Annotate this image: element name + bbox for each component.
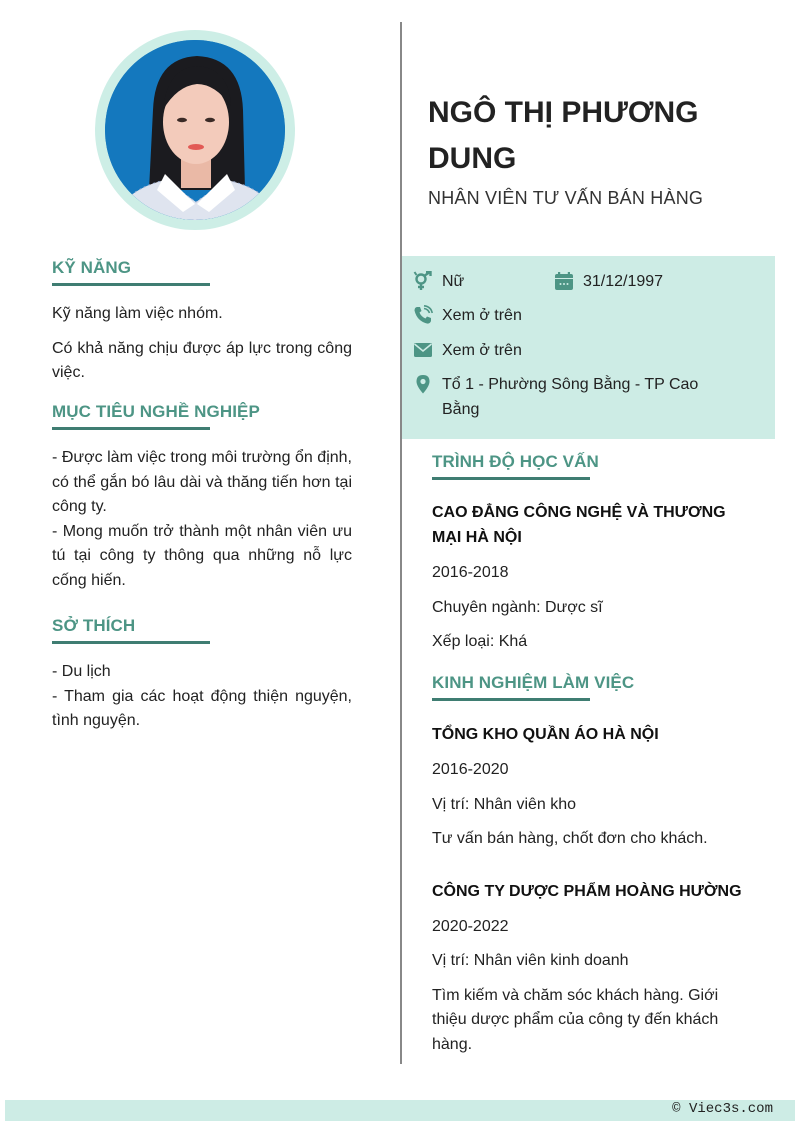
education-period: 2016-2018 <box>432 564 509 581</box>
education-grade: Xếp loại: Khá <box>432 633 528 650</box>
objective-section <box>52 402 352 593</box>
job-company: CÔNG TY DƯỢC PHẨM HOÀNG HƯỜNG <box>432 882 742 900</box>
contact-address <box>412 373 732 422</box>
objective-title-underline <box>52 427 210 430</box>
contact-email <box>412 339 522 364</box>
candidate-title: NHÂN VIÊN TƯ VẤN BÁN HÀNG <box>428 188 704 208</box>
footer-copyright: © Viec3s.com <box>672 1101 773 1117</box>
phone-icon <box>412 304 434 326</box>
skill-item: Có khả năng chịu được áp lực trong công việc. <box>52 339 352 381</box>
footer-bar <box>5 1100 795 1121</box>
school-name: CAO ĐẲNG CÔNG NGHỆ VÀ THƯƠNG MẠI HÀ NỘI <box>432 504 726 546</box>
candidate-name: NGÔ THỊ PHƯƠNG DUNG <box>428 96 699 175</box>
avatar-frame <box>95 30 295 230</box>
experience-title-underline <box>432 698 590 701</box>
job-description: Tìm kiếm và chăm sóc khách hàng. Giới thiệu dược phẩm của công ty đến khách hàng. <box>432 986 719 1053</box>
gender-value: Nữ <box>442 273 465 290</box>
job-position: Vị trí: Nhân viên kho <box>432 795 577 813</box>
education-major: Chuyên ngành: Dược sĩ <box>432 598 603 616</box>
email-value: Xem ở trên <box>442 342 522 359</box>
job-entry <box>432 722 762 852</box>
education-section <box>432 452 762 655</box>
map-pin-icon <box>412 373 434 395</box>
hobbies-section <box>52 616 352 734</box>
experience-title: KINH NGHIỆM LÀM VIỆC <box>432 673 635 692</box>
contact-panel <box>402 256 775 439</box>
objective-item: - Được làm việc trong môi trường ổn định, có thể gắn bó lâu dài và thăng tiến hơn tại công ty. <box>52 449 352 515</box>
job-position: Vị trí: Nhân viên kinh doanh <box>432 952 629 969</box>
skills-section <box>52 258 352 386</box>
hobby-item: - Tham gia các hoạt động thiện nguyện, tình nguyện. <box>52 687 352 729</box>
skills-title-underline <box>52 283 210 286</box>
phone-value: Xem ở trên <box>442 307 522 324</box>
job-period: 2020-2022 <box>432 917 509 935</box>
contact-phone <box>412 304 522 329</box>
hobbies-title-underline <box>52 641 210 644</box>
hobby-item: - Du lịch <box>52 663 111 680</box>
job-company: TỔNG KHO QUẦN ÁO HÀ NỘI <box>432 726 659 743</box>
contact-birthday <box>553 270 663 295</box>
objective-title: MỤC TIÊU NGHỀ NGHIỆP <box>52 402 260 421</box>
skills-title: KỸ NĂNG <box>52 258 132 277</box>
address-value: Tổ 1 - Phường Sông Bằng - TP Cao Bằng <box>442 376 699 418</box>
avatar <box>105 40 285 220</box>
job-entry <box>432 879 762 1058</box>
job-description: Tư vấn bán hàng, chốt đơn cho khách. <box>432 830 708 847</box>
education-title-underline <box>432 477 590 480</box>
envelope-icon <box>412 339 434 361</box>
education-title: TRÌNH ĐỘ HỌC VẤN <box>432 452 599 471</box>
contact-gender <box>412 270 464 295</box>
objective-item: - Mong muốn trở thành một nhân viên ưu tú tại công ty thông qua những nỗ lực cống hiến. <box>52 522 352 589</box>
profile-photo <box>105 40 285 220</box>
birthday-value: 31/12/1997 <box>583 273 664 290</box>
column-divider <box>400 22 402 1064</box>
gender-icon <box>412 270 434 292</box>
skill-item: Kỹ năng làm việc nhóm. <box>52 305 223 322</box>
job-period: 2016-2020 <box>432 761 509 778</box>
hobbies-title: SỞ THÍCH <box>52 616 136 635</box>
calendar-icon <box>553 270 575 292</box>
experience-section <box>432 673 762 1057</box>
